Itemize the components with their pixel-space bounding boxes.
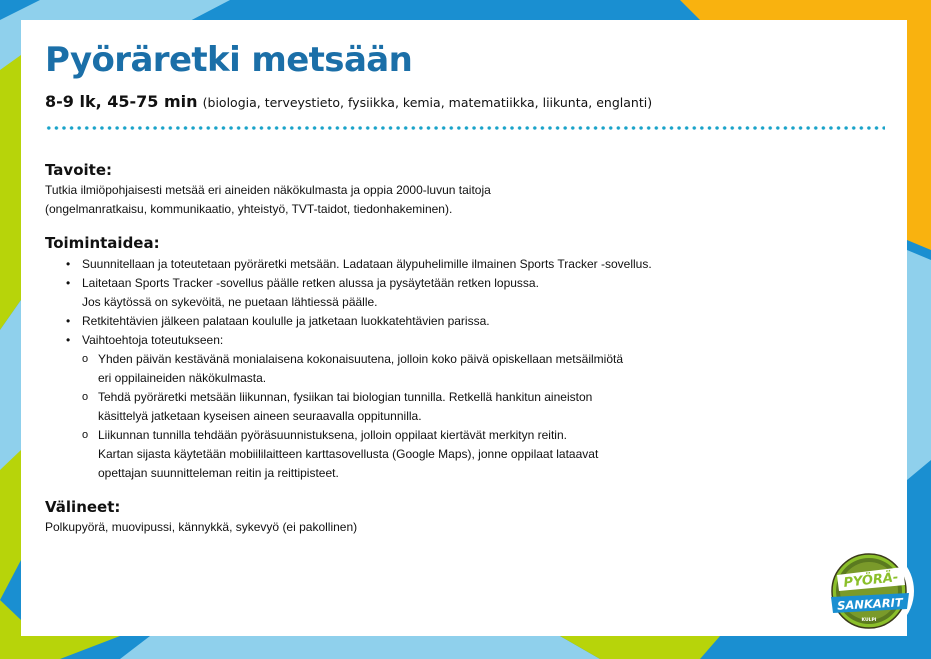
option-item [98, 426, 865, 483]
activity-list [45, 255, 865, 483]
activity-section [45, 233, 865, 483]
option-line: o Yhden päivän kestävänä monialaisena kokonaisuutena, jolloin koko päivä opiskellaan metsäilmiötä [98, 352, 623, 366]
activity-heading: Toimintaidea: [45, 234, 160, 252]
option-line: Kartan sijasta käytetään mobiililaitteen karttasovellusta (Google Maps), jonne oppilaat lataavat [98, 447, 599, 461]
equipment-section [45, 497, 865, 537]
list-item [82, 331, 865, 483]
logo-text-bottom: SANKARIT [836, 595, 904, 613]
equipment-text: Polkupyörä, muovipussi, kännykkä, sykevyö (ei pakollinen) [45, 520, 358, 534]
list-item-line: • Laitetaan Sports Tracker -sovellus päälle retken alussa ja pysäytetään retken lopussa. [82, 276, 539, 290]
goal-text [45, 181, 865, 219]
list-item [82, 274, 865, 312]
option-line: o Liikunnan tunnilla tehdään pyöräsuunnistuksena, jolloin oppilaat kiertävät merkityn reitin. [98, 428, 567, 442]
option-item [98, 350, 865, 388]
pyorasankarit-logo [823, 545, 915, 637]
equipment-heading: Välineet: [45, 498, 121, 516]
option-line: opettajan suunnitteleman reitin ja reittipisteet. [98, 466, 339, 480]
dotted-divider [45, 126, 885, 130]
subject-list: (biologia, terveystieto, fysiikka, kemia, matematiikka, liikunta, englanti) [202, 95, 653, 110]
logo-text-top: PYÖRÄ- [842, 570, 900, 591]
list-item-line: • Vaihtoehtoja toteutukseen: [82, 333, 224, 347]
goal-section [45, 160, 865, 219]
list-item-line: • Retkitehtävien jälkeen palataan koululle ja jatketaan luokkatehtävien parissa. [82, 314, 490, 328]
goal-line: (ongelmanratkaisu, kommunikaatio, yhteistyö, TVT-taidot, tiedonhakeminen). [45, 202, 453, 216]
list-item [82, 255, 865, 274]
page-title: Pyöräretki metsään [45, 40, 413, 80]
list-item-line: • Suunnitellaan ja toteutetaan pyöräretki metsään. Ladataan älypuhelimille ilmainen Sports Tracker -sovellus. [82, 257, 652, 271]
subtitle [45, 92, 652, 111]
option-line: o Tehdä pyöräretki metsään liikunnan, fysiikan tai biologian tunnilla. Retkellä hankitun aineiston [98, 390, 593, 404]
logo-site-text: KULPI [861, 618, 877, 623]
list-item-line: Jos käytössä on sykevöitä, ne puetaan lähtiessä päälle. [82, 295, 378, 309]
list-item [82, 312, 865, 331]
option-list [82, 350, 865, 483]
lesson-card [21, 20, 907, 636]
goal-heading: Tavoite: [45, 161, 112, 179]
option-line: eri oppilaineiden näkökulmasta. [98, 371, 267, 385]
option-line: käsittelyä jatketaan kyseisen aineen seuraavalla oppitunnilla. [98, 409, 422, 423]
grade-and-duration: 8-9 lk, 45-75 min [45, 92, 198, 111]
option-item [98, 388, 865, 426]
goal-line: Tutkia ilmiöpohjaisesti metsää eri aineiden näkökulmasta ja oppia 2000-luvun taitoja [45, 183, 491, 197]
lesson-content [45, 160, 865, 551]
